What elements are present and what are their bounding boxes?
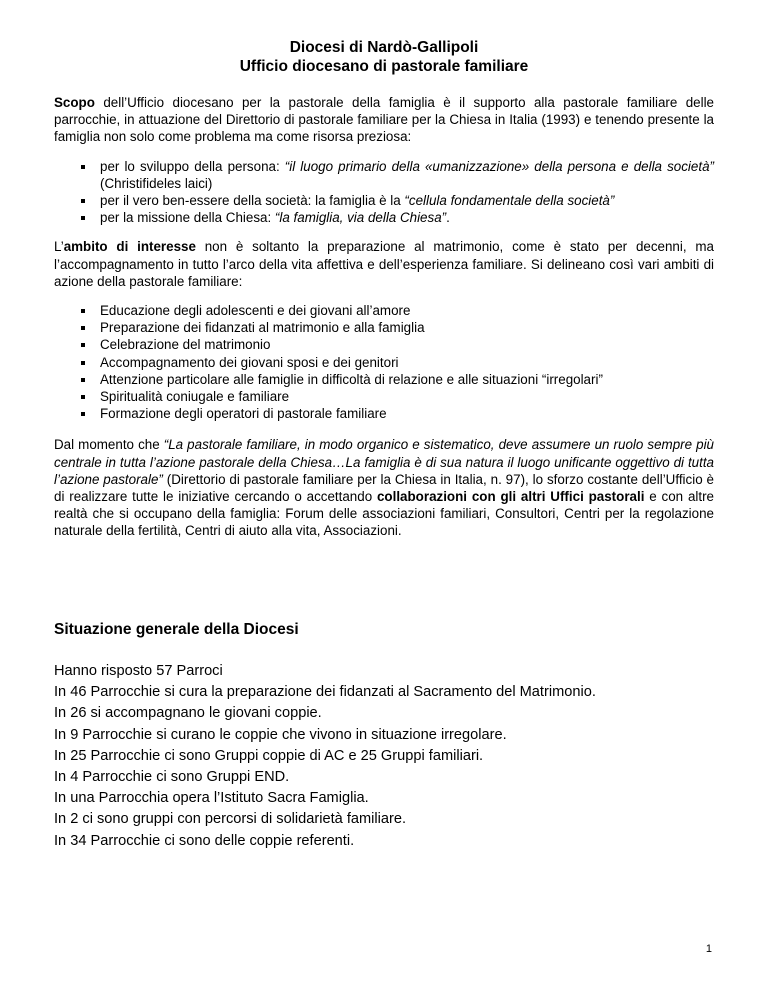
list-item: Spiritualità coniugale e familiare <box>81 388 714 405</box>
situazione-line: In una Parrocchia opera l’Istituto Sacra Famiglia. <box>54 790 369 807</box>
situazione-line: In 25 Parrocchie ci sono Gruppi coppie di AC e 25 Gruppi familiari. <box>54 747 484 764</box>
list-item: Preparazione dei fidanzati al matrimonio e alla famiglia <box>81 319 714 336</box>
collaborazioni-bold: collaborazioni con gli altri Uffici pastorali <box>376 489 645 505</box>
list-item: Celebrazione del matrimonio <box>81 336 714 353</box>
ambiti-list <box>54 302 714 422</box>
document-body <box>54 0 714 540</box>
list-item: per la missione della Chiesa: “la famiglia, via della Chiesa”. <box>81 209 714 226</box>
page-number: 1 <box>705 943 712 955</box>
situazione-line: In 9 Parrocchie si curano le coppie che vivono in situazione irregolare. <box>54 726 507 743</box>
scopo-text: dell’Ufficio diocesano per la pastorale della famiglia è il supporto alla pastorale familiare delle parrocchie, in attuazione del Direttorio di pastorale familiare per la Chiesa in Italia (1993) e tenendo presente la famiglia non solo come problema ma come risorsa preziosa: <box>54 95 714 145</box>
scopo-paragraph <box>54 94 714 146</box>
list-item: per il vero ben-essere della società: la famiglia è la “cellula fondamentale della società” <box>81 192 714 209</box>
collaborazioni-paragraph: Dal momento che “La pastorale familiare, in modo organico e sistematico, deve assumere un ruolo sempre più centrale in tutta l’azione pastorale della Chiesa…La famiglia è di sua natura il luogo unificante oggettivo di tutta l’azione pastorale” (Direttorio di pastorale familiare per la Chiesa in Italia, n. 97), lo sforzo costante dell’Ufficio è di realizzare tutte le iniziative cercando o accettando collaborazioni con gli altri Uffici pastorali e con altre realtà che si occupano della famiglia: Forum delle associazioni familiari, Consultori, Centri per la regolazione naturale della fertilità, Centri di aiuto alla vita, Associazioni. <box>54 437 715 539</box>
ambito-bold: ambito di interesse <box>63 239 196 255</box>
list-item: per lo sviluppo della persona: “il luogo primario della «umanizzazione» della persona e della società” (Christifideles laici) <box>81 158 714 192</box>
situazione-line: Hanno risposto 57 Parroci <box>54 663 223 679</box>
document-title: Diocesi di Nardò-Gallipoli <box>289 39 479 56</box>
list-item: Formazione degli operatori di pastorale familiare <box>81 405 714 422</box>
scopo-list <box>54 158 714 227</box>
situazione-line: In 2 ci sono gruppi con percorsi di solidarietà familiare. <box>54 811 407 828</box>
list-item: Educazione degli adolescenti e dei giovani all’amore <box>81 302 714 319</box>
situazione-line: In 34 Parrocchie ci sono delle coppie referenti. <box>54 832 355 849</box>
section-heading: Situazione generale della Diocesi <box>54 621 299 638</box>
list-item: Accompagnamento dei giovani sposi e dei genitori <box>81 354 714 371</box>
situazione-line: In 26 si accompagnano le giovani coppie. <box>54 705 322 722</box>
ambito-paragraph: L’ambito di interesse non è soltanto la preparazione al matrimonio, come è stato per decenni, ma l’accompagnamento in tutto l’arco della vita affettiva e dell’esperienza familiare. Si delineano così vari ambiti di azione della pastorale familiare: <box>54 239 714 289</box>
list-item: Attenzione particolare alle famiglie in difficoltà di relazione e alle situazioni “irregolari” <box>81 371 714 388</box>
situazione-line: In 46 Parrocchie si cura la preparazione dei fidanzati al Sacramento del Matrimonio. <box>54 684 596 701</box>
situazione-line: In 4 Parrocchie ci sono Gruppi END. <box>54 769 290 786</box>
document-subtitle: Ufficio diocesano di pastorale familiare <box>239 58 529 75</box>
situazione-lines <box>54 661 596 852</box>
scopo-bold: Scopo <box>54 95 95 110</box>
